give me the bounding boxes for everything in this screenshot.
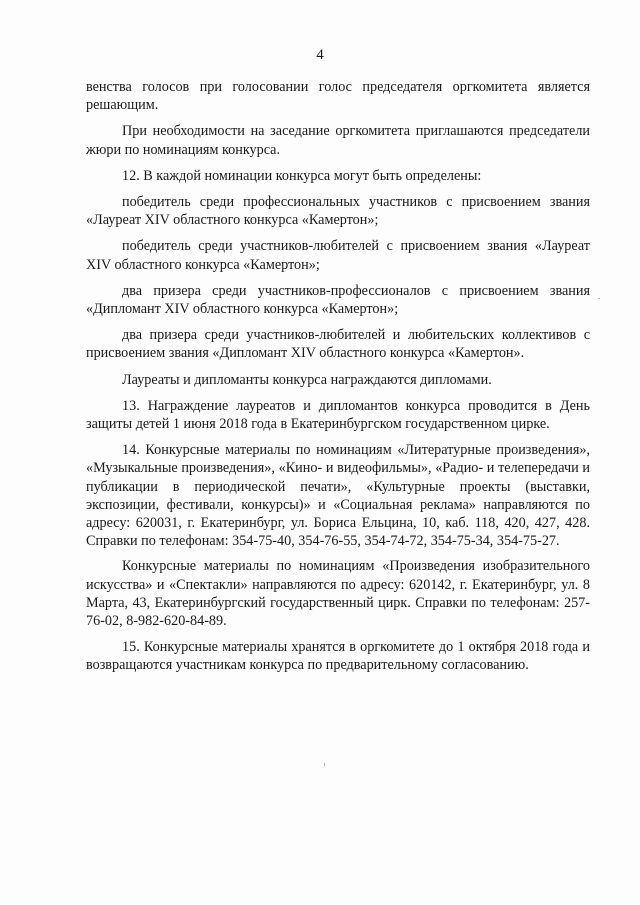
- page-number: 4: [316, 47, 324, 63]
- paragraph-section-12: 12. В каждой номинации конкурса могут быть определены:: [122, 167, 482, 184]
- paragraph-jury-chairs: При необходимости на заседание оргкомитета приглашаются председатели жюри по номинациям конкурса.: [86, 123, 590, 158]
- paragraph-section-14: 14. Конкурсные материалы по номинациям «Литературные произведения», «Музыкальные произведения», «Кино- и видеофильмы», «Радио- и телепередачи и публикации в периодической печати», «Культурные проекты (выставки, экспозиции, фестивали, конкурсы)» и «Социальная реклама» направляются по адресу: 620031, г. Екатеринбург, ул. Бориса Ельцина, 10, каб. 118, 420, 427, 428. Справки по телефонам: 354-75-40, 354-76-55, 354-74-72, 354-75-34, 354-75-27.: [86, 442, 590, 550]
- paragraph-circus-materials: Конкурсные материалы по номинациям «Произведения изобразительного искусства» и «Спектакли» направляются по адресу: 620142, г. Екатеринбург, ул. 8 Марта, 43, Екатеринбургский государственный цирк. Справки по телефонам: 257-76-02, 8-982-620-84-89.: [86, 558, 590, 630]
- paragraph-section-15: 15. Конкурсные материалы хранятся в оргкомитете до 1 октября 2018 года и возвращаются участникам конкурса по предварительному согласованию.: [86, 639, 590, 674]
- paragraph-prize-amateur: два призера среди участников-любителей и любительских коллективов с присвоением звания «Дипломант XIV областного конкурса «Камертон».: [86, 327, 590, 362]
- scan-artifact-mark: [324, 763, 325, 766]
- paragraph-voting-tie: венства голосов при голосовании голос председателя оргкомитета является решающим.: [86, 79, 590, 114]
- paragraph-diplomas: Лауреаты и дипломанты конкурса награждаются дипломами.: [122, 371, 492, 388]
- scan-artifact-mark: [598, 298, 600, 299]
- paragraph-winner-amateur: победитель среди участников-любителей с присвоением звания «Лауреат XIV областного конкурса «Камертон»;: [86, 238, 590, 273]
- paragraph-prize-professional: два призера среди участников-профессионалов с присвоением звания «Дипломант XIV областного конкурса «Камертон»;: [86, 282, 590, 318]
- paragraph-winner-professional: победитель среди профессиональных участников с присвоением звания «Лауреат XIV областного конкурса «Камертон»;: [86, 194, 590, 229]
- document-body: [86, 78, 590, 683]
- paragraph-section-13: 13. Награждение лауреатов и дипломантов конкурса проводится в День защиты детей 1 июня 2018 года в Екатеринбургском государственном цирке.: [86, 397, 590, 433]
